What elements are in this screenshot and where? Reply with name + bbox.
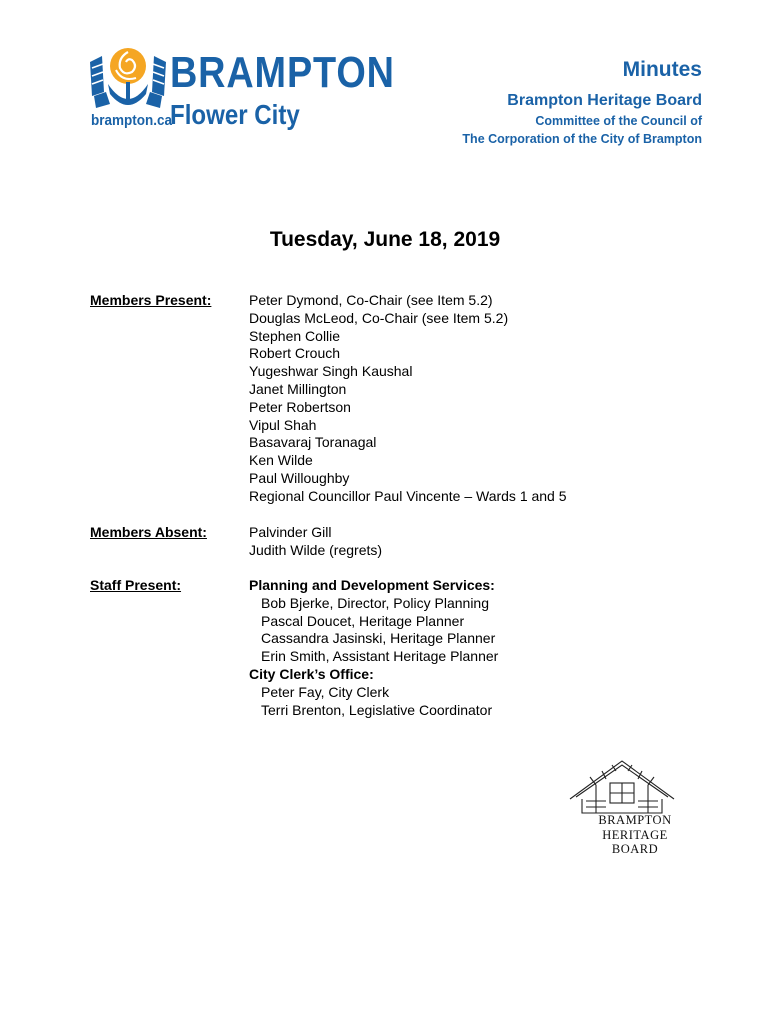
- flower-emblem-icon: [88, 44, 168, 110]
- list-item: Peter Dymond, Co-Chair (see Item 5.2): [249, 292, 493, 308]
- list-item: Cassandra Jasinski, Heritage Planner: [261, 630, 496, 647]
- members-present-list: [249, 292, 567, 506]
- list-item: Regional Councillor Paul Vincente – Wards 1 and 5: [249, 487, 567, 504]
- list-item: Peter Fay, City Clerk: [261, 683, 390, 700]
- list-item: Janet Millington: [249, 380, 347, 397]
- brampton-logo: [88, 44, 395, 139]
- staff-present-list: [249, 577, 498, 719]
- list-item: Erin Smith, Assistant Heritage Planner: [261, 648, 499, 665]
- list-item: Pascal Doucet, Heritage Planner: [261, 612, 465, 629]
- list-item: Robert Crouch: [249, 345, 341, 362]
- corporation-line: The Corporation of the City of Brampton: [462, 132, 702, 146]
- committee-line: Committee of the Council of: [535, 114, 702, 128]
- department-heading: City Clerk’s Office:: [249, 665, 374, 682]
- department-heading: Planning and Development Services:: [249, 577, 495, 593]
- staff-present-label: Staff Present:: [90, 577, 182, 593]
- heritage-board-wordmark: [592, 813, 678, 857]
- brand-website: brampton.ca: [91, 112, 173, 129]
- brand-name: BRAMPTON: [170, 48, 395, 97]
- wordmark-line: HERITAGE: [602, 827, 668, 842]
- list-item: Peter Robertson: [249, 398, 351, 415]
- members-absent-list: [249, 524, 382, 560]
- meeting-date: Tuesday, June 18, 2019: [269, 228, 501, 251]
- board-name: Brampton Heritage Board: [507, 92, 702, 109]
- heritage-house-icon: [566, 757, 678, 817]
- members-present-label: Members Present:: [90, 292, 212, 308]
- list-item: Palvinder Gill: [249, 524, 332, 540]
- document-header: [462, 56, 702, 148]
- list-item: Paul Willoughby: [249, 469, 350, 486]
- list-item: Stephen Collie: [249, 327, 341, 344]
- wordmark-line: BRAMPTON: [598, 813, 672, 827]
- document-type: Minutes: [622, 58, 702, 81]
- list-item: Bob Bjerke, Director, Policy Planning: [261, 594, 489, 611]
- list-item: Douglas McLeod, Co-Chair (see Item 5.2): [249, 309, 509, 326]
- list-item: Judith Wilde (regrets): [249, 541, 383, 558]
- list-item: Terri Brenton, Legislative Coordinator: [261, 701, 493, 718]
- list-item: Ken Wilde: [249, 452, 313, 469]
- members-absent-label: Members Absent:: [90, 524, 207, 540]
- list-item: Vipul Shah: [249, 416, 317, 433]
- list-item: Basavaraj Toranagal: [249, 434, 377, 451]
- heritage-board-logo: [566, 757, 678, 859]
- list-item: Yugeshwar Singh Kaushal: [249, 363, 413, 380]
- wordmark-line: BOARD: [611, 842, 659, 856]
- brand-tagline: Flower City: [170, 99, 300, 130]
